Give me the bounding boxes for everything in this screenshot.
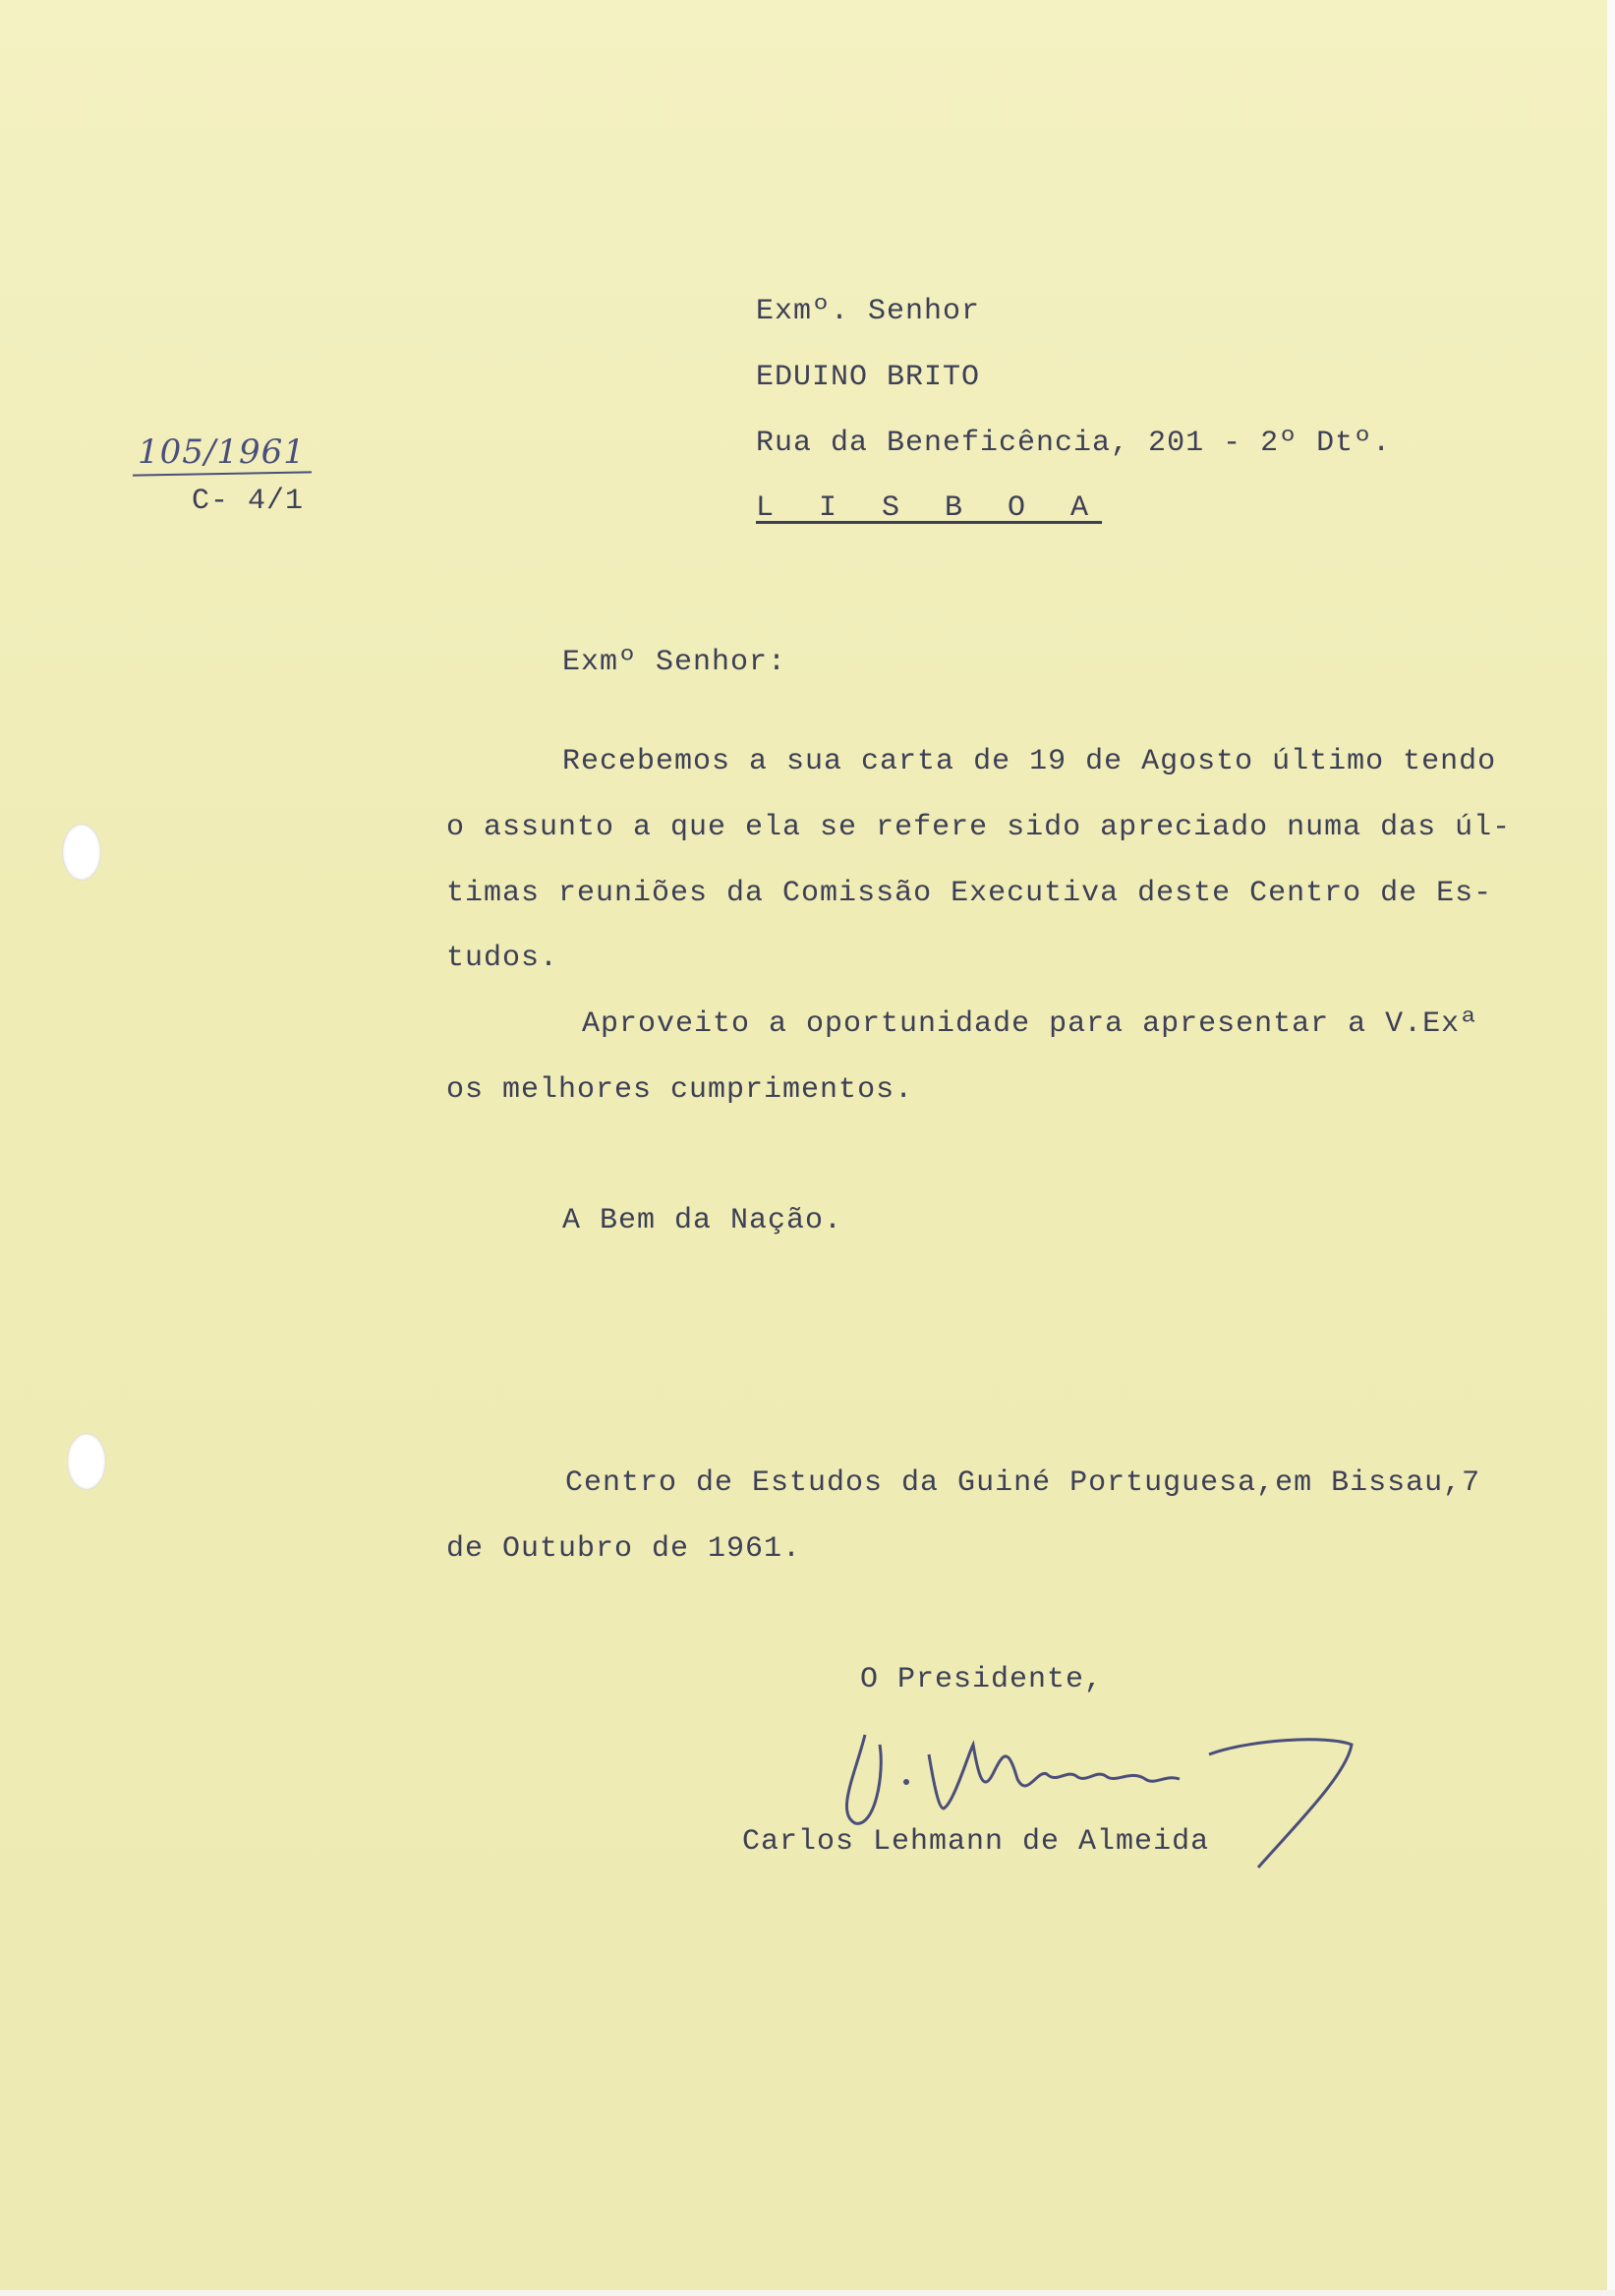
punch-hole-top: [62, 824, 101, 881]
paragraph-1-line-4: tudos.: [446, 942, 559, 975]
paragraph-2-line-1: Aproveito a oportunidade para apresentar a V.Exª: [582, 1007, 1479, 1041]
signer-role: O Presidente,: [860, 1663, 1104, 1696]
address-city: L I S B O A: [756, 491, 1103, 525]
page-edge-right: [1607, 0, 1615, 2296]
place-date-line-2: de Outubro de 1961.: [446, 1532, 802, 1566]
paragraph-1-line-3: timas reuniões da Comissão Executiva deste Centro de Es-: [446, 877, 1493, 910]
address-street: Rua da Beneficência, 201 - 2º Dtº.: [756, 427, 1392, 460]
place-date-line-1: Centro de Estudos da Guiné Portuguesa,em Bissau,7: [565, 1466, 1481, 1500]
letter-closing: A Bem da Nação.: [562, 1204, 843, 1237]
page-edge-bottom: [0, 2290, 1615, 2296]
paragraph-2-line-2: os melhores cumprimentos.: [446, 1073, 914, 1107]
reference-number: 105/1961: [138, 432, 306, 472]
paragraph-1-line-2: o assunto a que ela se refere sido apreciado numa das úl-: [446, 811, 1512, 844]
signatory-name: Carlos Lehmann de Almeida: [742, 1825, 1210, 1859]
letter-greeting: Exmº Senhor:: [562, 646, 787, 679]
address-name: EDUINO BRITO: [756, 361, 981, 394]
address-salutation: Exmº. Senhor: [756, 295, 981, 328]
punch-hole-bottom: [67, 1433, 106, 1490]
paragraph-1-line-1: Recebemos a sua carta de 19 de Agosto último tendo: [562, 745, 1497, 778]
reference-underline: [133, 471, 312, 476]
reference-code: C- 4/1: [192, 485, 305, 518]
